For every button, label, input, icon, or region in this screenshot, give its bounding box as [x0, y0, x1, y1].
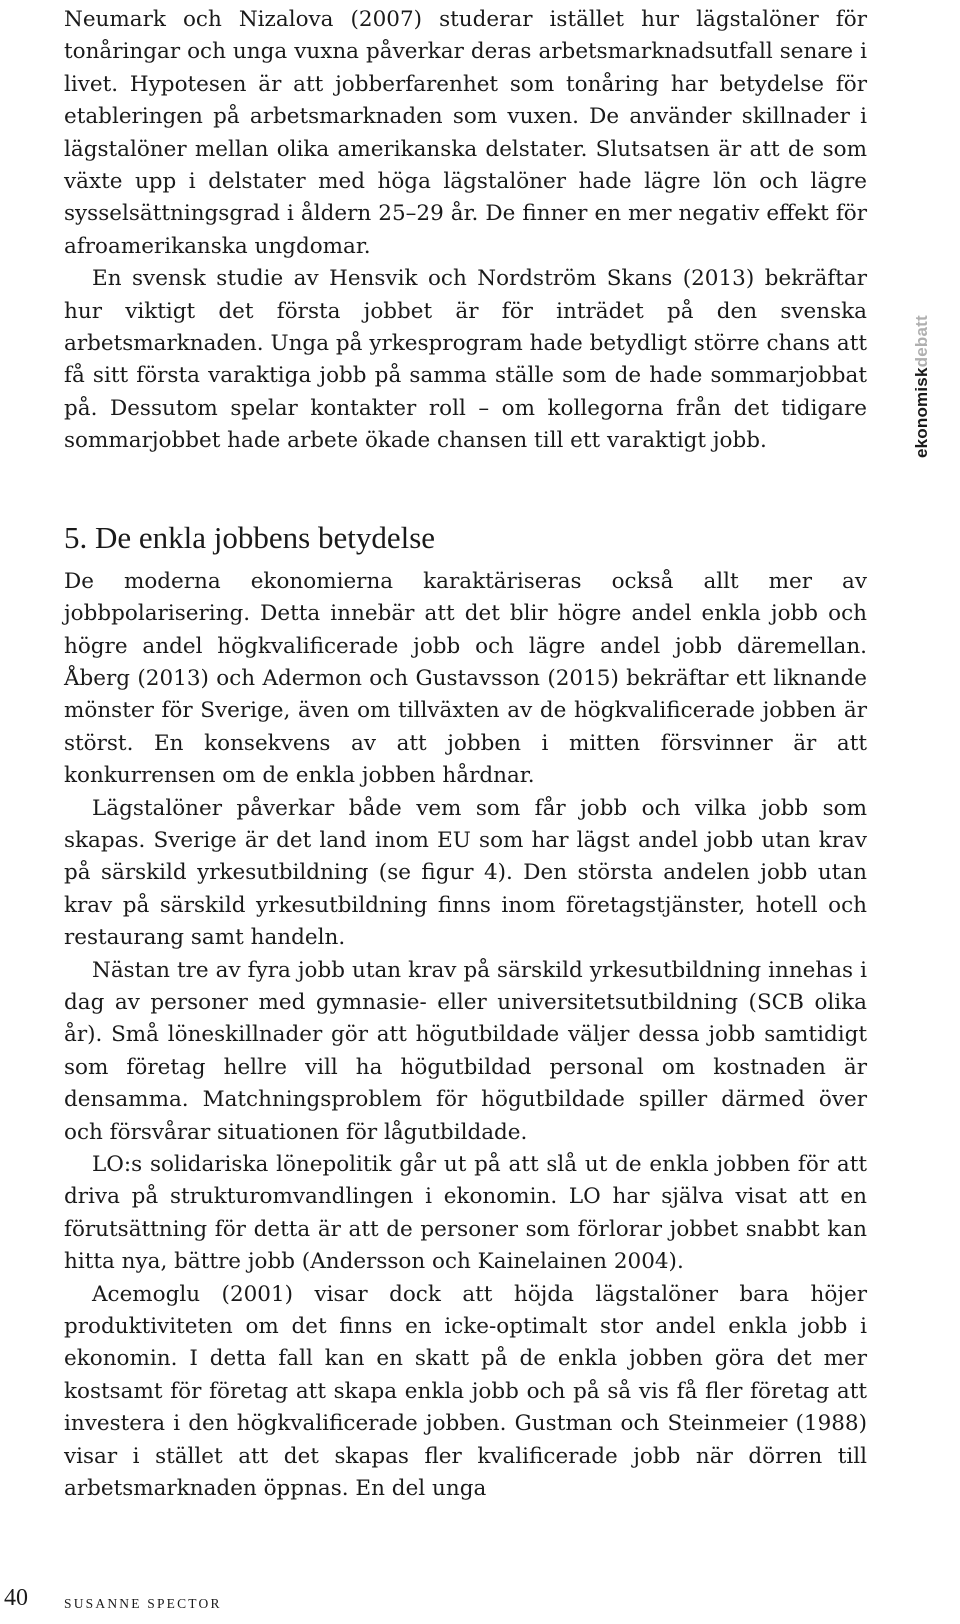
journal-brand — [912, 315, 932, 458]
section-heading: 5. De enkla jobbens betydelse — [64, 519, 436, 555]
paragraph-tre-av-fyra: Nästan tre av fyra jobb utan krav på särskild yrkesutbildning innehas i dag av personer med gymnasie- eller universitetsutbildning (SCB olika år). Små löneskillnader gör att högutbildade väljer dessa jobb samtidigt som företag hellre vill ha högutbildad personal om kostnaden är densamma. Matchningsproblem för högutbildade spiller därmed över och försvårar situationen för lågutbildade. — [64, 957, 867, 1145]
brand-word-ekonomisk: ekonomisk — [912, 367, 931, 458]
brand-word-debatt: debatt — [912, 315, 931, 368]
page-number: 40 — [4, 1585, 28, 1611]
paragraph-lo-lonepolitik: LO:s solidariska lönepolitik går ut på att slå ut de enkla jobben för att driva på strukturomvandlingen i ekonomin. LO har själva visat att en förutsättning för detta är att de personer som förlorar jobbet snabbt kan hitta nya, bättre jobb (Andersson och Kainelainen 2004). — [64, 1152, 867, 1275]
running-footer-author: SUSANNE SPECTOR — [64, 1596, 222, 1611]
paragraph-neumark-nizalova: Neumark och Nizalova (2007) studerar istället hur lägstalöner för tonåringar och unga vuxna påverkar deras arbetsmarknadsutfall senare i livet. Hypotesen är att jobberfarenhet som tonåring har betydelse för etableringen på arbetsmarknaden som vuxen. De använder skillnader i lägstalöner mellan olika amerikanska delstater. Slutsatsen är att de som växte upp i delstater med höga lägstalöner hade lägre lön och lägre sysselsättningsgrad i åldern 25–29 år. De finner en mer negativ effekt för afroamerikanska ungdomar. — [64, 7, 867, 259]
paragraph-jobbpolarisering: De moderna ekonomierna karaktäriseras också allt mer av jobbpolarisering. Detta innebär att det blir högre andel enkla jobb och högre andel högkvalificerade jobb och lägre andel jobb däremellan. Åberg (2013) och Adermon och Gustavsson (2015) bekräftar ett liknande mönster för Sverige, även om tillväxten av de högkvalificerade jobben är störst. En konsekvens av att jobben i mitten försvinner är att konkurrensen om de enkla jobben hårdnar. — [64, 568, 867, 789]
article-body — [64, 4, 867, 1505]
paragraph-hensvik-nordstrom: En svensk studie av Hensvik och Nordström Skans (2013) bekräftar hur viktigt det första jobbet är för inträdet på den svenska arbetsmarknaden. Unga på yrkesprogram hade betydligt större chans att få sitt första varaktiga jobb på samma ställe som de hade sommarjobbat på. Dessutom spelar kontakter roll – om kollegorna från det tidigare sommarjobbet hade arbete ökade chansen till ett varaktigt jobb. — [64, 266, 867, 454]
paragraph-lagstaloner: Lägstalöner påverkar både vem som får jobb och vilka jobb som skapas. Sverige är det land inom EU som har lägst andel jobb utan krav på särskild yrkesutbildning (se figur 4). Den största andelen jobb utan krav på särskild yrkesutbildning finns inom företagstjänster, hotell och restaurang samt handeln. — [64, 795, 867, 951]
paragraph-acemoglu: Acemoglu (2001) visar dock att höjda lägstalöner bara höjer produktiviteten om det finns en icke-optimalt stor andel enkla jobb i ekonomin. I detta fall kan en skatt på de enkla jobben göra det mer kostsamt för företag att skapa enkla jobb och på så vis få fler företag att investera i den högkvalificerade jobben. Gustman och Steinmeier (1988) visar i stället att det skapas fler kvalificerade jobb när dörren till arbetsmarknaden öppnas. En del unga — [64, 1281, 867, 1502]
